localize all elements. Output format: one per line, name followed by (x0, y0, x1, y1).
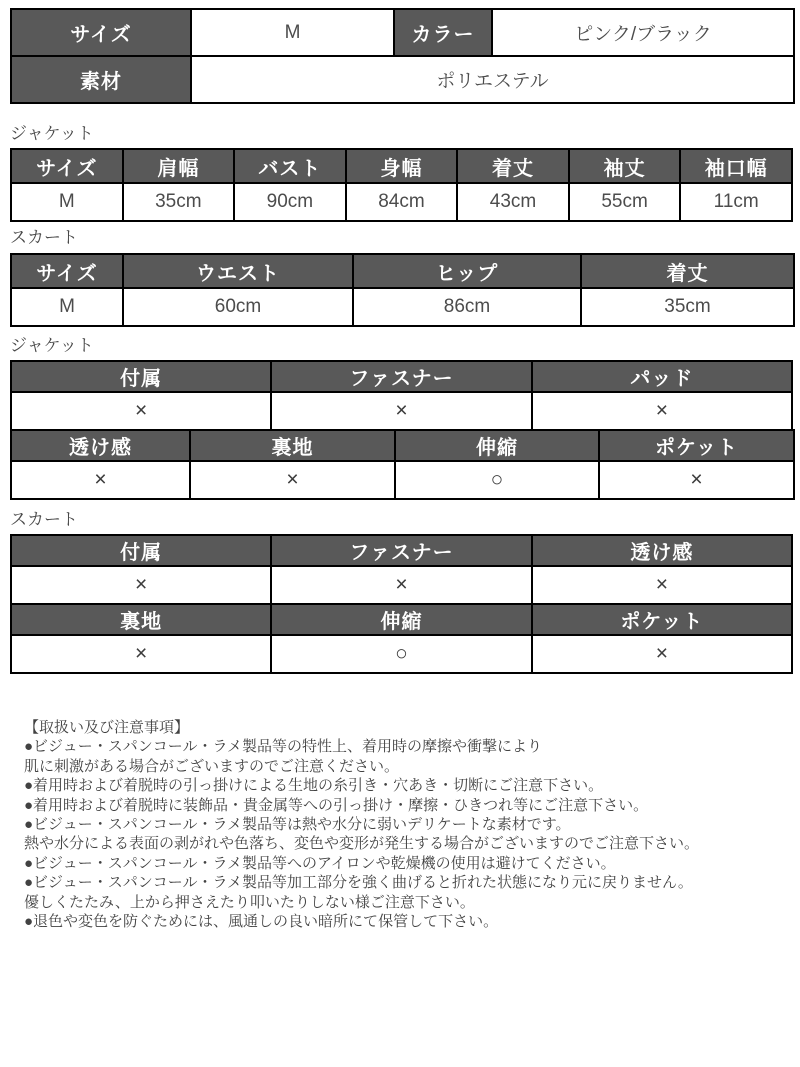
mark-cell: × (532, 392, 792, 430)
spec-size-value-cell: M (191, 9, 394, 56)
header-cell: 付属 (11, 361, 271, 392)
header-row (11, 361, 792, 392)
header-cell: 袖口幅 (680, 149, 792, 183)
jacket-details-section-label: ジャケット (10, 336, 94, 355)
header-cell: 伸縮 (271, 604, 531, 635)
header-cell: パッド (532, 361, 792, 392)
spec-color-label-cell: カラー (394, 9, 492, 56)
spec-row-material (11, 56, 794, 103)
value-row (11, 288, 794, 326)
header-row (11, 430, 794, 461)
care-note-line: ●着用時および着脱時の引っ掛けによる生地の糸引き・穴あき・切断にご注意下さい。 (24, 777, 604, 795)
header-cell: ヒップ (353, 254, 581, 288)
mark-cell: × (532, 635, 792, 673)
skirt-details-table-bottom (10, 603, 793, 674)
jacket-details-table-bottom (10, 429, 795, 500)
value-cell: 55cm (569, 183, 681, 221)
header-cell: 透け感 (532, 535, 792, 566)
header-cell: 透け感 (11, 430, 190, 461)
mark-cell: × (532, 566, 792, 604)
value-cell: 90cm (234, 183, 346, 221)
value-row (11, 461, 794, 499)
header-cell: バスト (234, 149, 346, 183)
care-note-line: 熱や水分による表面の剥がれや色落ち、変色や変形が発生する場合がございますのでご注意下さい。 (24, 835, 700, 853)
header-cell: 着丈 (457, 149, 569, 183)
mark-cell: × (11, 392, 271, 430)
header-row (11, 149, 792, 183)
care-note-line: ●退色や変色を防ぐためには、風通しの良い暗所にて保管して下さい。 (24, 913, 499, 931)
header-cell: ファスナー (271, 361, 531, 392)
mark-cell: × (599, 461, 794, 499)
header-cell: 袖丈 (569, 149, 681, 183)
care-note-line: ●ビジュー・スパンコール・ラメ製品等加工部分を強く曲げると折れた状態になり元に戻りません。 (24, 874, 693, 892)
value-cell: 86cm (353, 288, 581, 326)
value-cell: M (11, 288, 123, 326)
mark-cell: ○ (271, 635, 531, 673)
mark-cell: ○ (395, 461, 599, 499)
jacket-size-table (10, 148, 793, 222)
spec-table (10, 8, 795, 104)
spec-material-label-cell: 素材 (11, 56, 191, 103)
value-cell: 35cm (123, 183, 235, 221)
value-cell: 11cm (680, 183, 792, 221)
skirt-size-table (10, 253, 795, 327)
care-notes-title: 【取扱い及び注意事項】 (24, 719, 190, 736)
header-cell: ウエスト (123, 254, 353, 288)
value-cell: 84cm (346, 183, 458, 221)
care-notes (24, 718, 789, 931)
skirt-size-section-label: スカート (10, 228, 78, 247)
header-row (11, 604, 792, 635)
header-cell: ファスナー (271, 535, 531, 566)
value-row (11, 566, 792, 604)
header-cell: 肩幅 (123, 149, 235, 183)
spec-size-label-cell: サイズ (11, 9, 191, 56)
care-note-line: 肌に刺激がある場合がございますのでご注意ください。 (24, 757, 400, 775)
spec-row-size-color (11, 9, 794, 56)
header-cell: 身幅 (346, 149, 458, 183)
mark-cell: × (11, 566, 271, 604)
header-row (11, 254, 794, 288)
skirt-details-section-label: スカート (10, 510, 78, 529)
header-cell: 伸縮 (395, 430, 599, 461)
value-cell: 43cm (457, 183, 569, 221)
mark-cell: × (11, 461, 190, 499)
value-cell: M (11, 183, 123, 221)
value-row (11, 635, 792, 673)
care-note-line: 優しくたたみ、上から押さえたり叩いたりしない様ご注意下さい。 (24, 893, 475, 911)
header-cell: サイズ (11, 254, 123, 288)
header-row (11, 535, 792, 566)
value-cell: 60cm (123, 288, 353, 326)
spec-material-value-cell: ポリエステル (191, 56, 794, 103)
care-note-line: ●ビジュー・スパンコール・ラメ製品等の特性上、着用時の摩擦や衝撃により (24, 738, 543, 756)
mark-cell: × (11, 635, 271, 673)
header-cell: 裏地 (11, 604, 271, 635)
care-note-line: ●ビジュー・スパンコール・ラメ製品等へのアイロンや乾燥機の使用は避けてください。 (24, 854, 616, 872)
mark-cell: × (190, 461, 395, 499)
skirt-details-table-top (10, 534, 793, 605)
header-cell: 付属 (11, 535, 271, 566)
value-row (11, 392, 792, 430)
header-cell: ポケット (532, 604, 792, 635)
jacket-size-section-label: ジャケット (10, 124, 94, 143)
mark-cell: × (271, 566, 531, 604)
header-cell: 裏地 (190, 430, 395, 461)
jacket-details-table-top (10, 360, 793, 431)
care-note-line: ●着用時および着脱時に装飾品・貴金属等への引っ掛け・摩擦・ひきつれ等にご注意下さい。 (24, 796, 649, 814)
spec-color-value-cell: ピンク/ブラック (492, 9, 794, 56)
care-note-line: ●ビジュー・スパンコール・ラメ製品等は熱や水分に弱いデリケートな素材です。 (24, 816, 571, 834)
header-cell: 着丈 (581, 254, 794, 288)
value-row (11, 183, 792, 221)
header-cell: ポケット (599, 430, 794, 461)
mark-cell: × (271, 392, 531, 430)
value-cell: 35cm (581, 288, 794, 326)
header-cell: サイズ (11, 149, 123, 183)
